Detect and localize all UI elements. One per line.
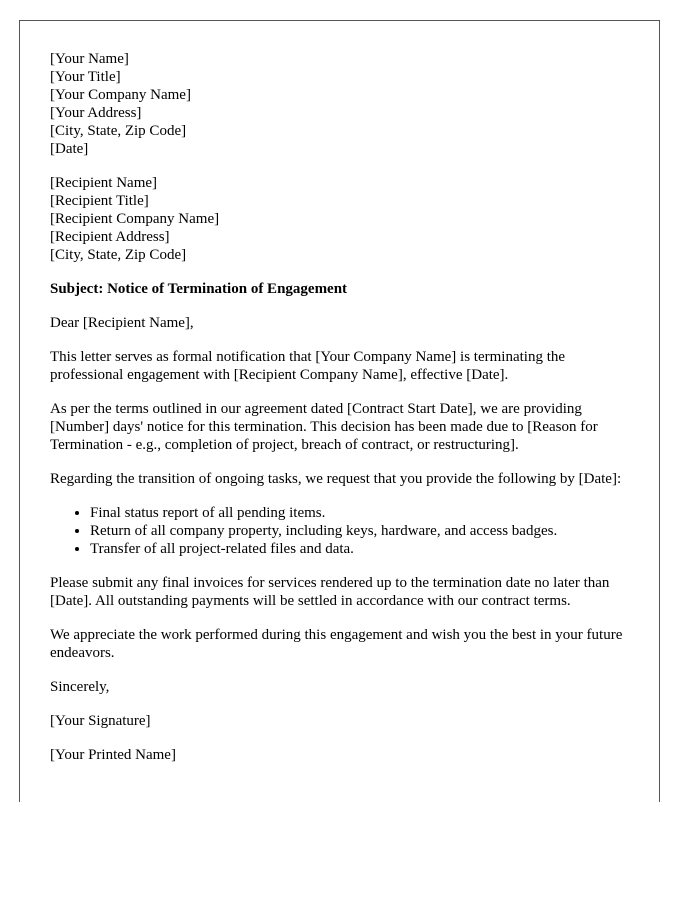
recipient-title: [Recipient Title] (50, 193, 149, 209)
recipient-company: [Recipient Company Name] (50, 211, 220, 227)
sender-address: [Your Address] (50, 105, 142, 121)
sender-title: [Your Title] (50, 69, 121, 85)
list-item: • Final status report of all pending items. (90, 504, 630, 522)
recipient-name: [Recipient Name] (50, 175, 158, 191)
paragraph-appreciation: We appreciate the work performed during this engagement and wish you the best in your future endeavors. (50, 627, 623, 661)
salutation: Dear [Recipient Name], (50, 315, 194, 331)
letter-date: [Date] (50, 141, 89, 157)
paragraph-invoices: Please submit any final invoices for services rendered up to the termination date no later than [Date]. All outstanding payments will be settled in accordance with our contract terms. (50, 575, 610, 609)
list-item: • Return of all company property, including keys, hardware, and access badges. (90, 522, 630, 540)
recipient-block (50, 174, 630, 264)
recipient-city-state-zip: [City, State, Zip Code] (50, 247, 187, 263)
paragraph-notice-terms: As per the terms outlined in our agreement dated [Contract Start Date], we are providing [Number] days' notice for this termination. This decision has been made due to [Reason for Termination - e.g., completion of project, breach of contract, or restructuring]. (50, 401, 598, 453)
printed-name: [Your Printed Name] (50, 747, 176, 763)
letter-body (50, 50, 630, 780)
list-item: • Transfer of all project-related files and data. (90, 540, 630, 558)
sender-block (50, 50, 630, 158)
letter-page (19, 20, 660, 802)
sender-city-state-zip: [City, State, Zip Code] (50, 123, 187, 139)
paragraph-notification: This letter serves as formal notification that [Your Company Name] is terminating the professional engagement with [Recipient Company Name], effective [Date]. (50, 349, 566, 383)
requests-list (50, 504, 630, 558)
closing: Sincerely, (50, 679, 110, 695)
subject-line: Subject: Notice of Termination of Engagement (50, 281, 348, 297)
sender-name: [Your Name] (50, 51, 129, 67)
recipient-address: [Recipient Address] (50, 229, 170, 245)
sender-company: [Your Company Name] (50, 87, 191, 103)
signature: [Your Signature] (50, 713, 151, 729)
paragraph-transition: Regarding the transition of ongoing tasks, we request that you provide the following by [Date]: (50, 471, 622, 487)
